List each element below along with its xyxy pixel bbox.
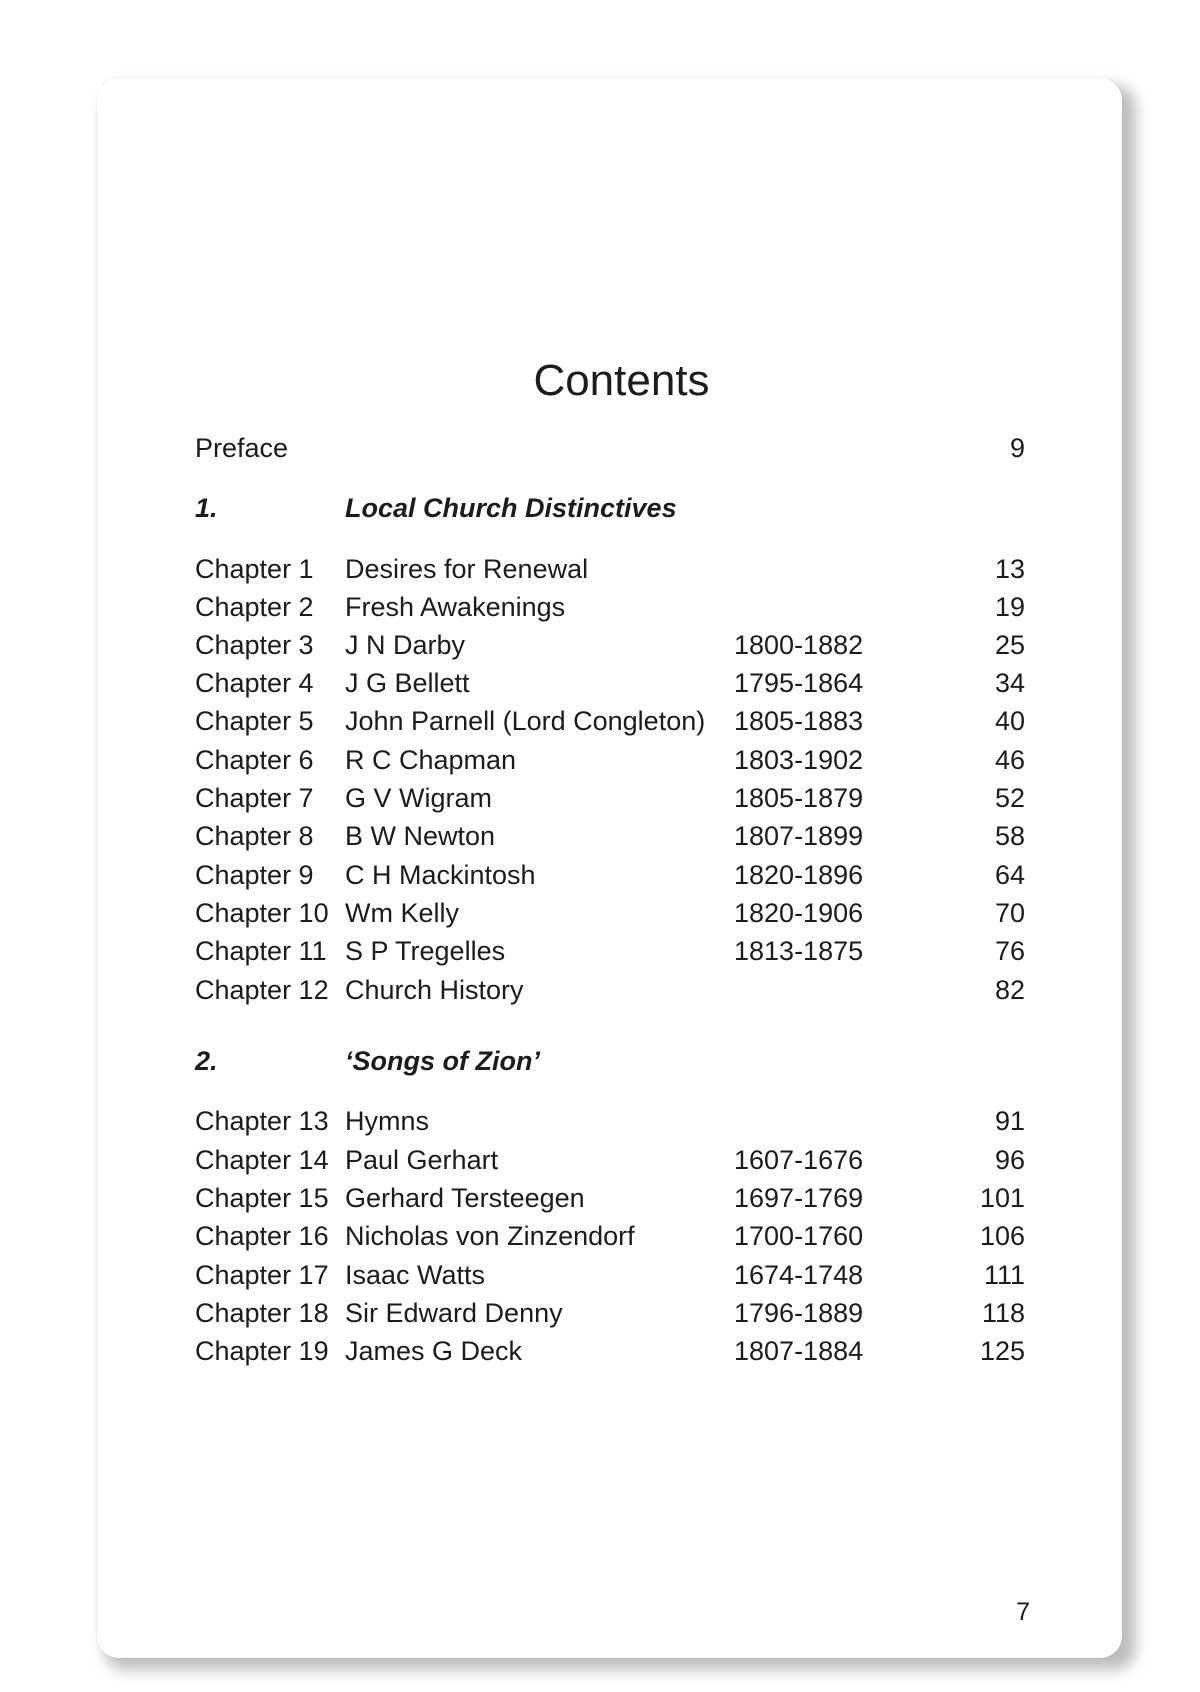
chapter-dates: 1795-1864: [734, 668, 864, 698]
chapter-page: 96: [994, 1145, 1025, 1175]
chapter-title: Isaac Watts: [345, 1260, 486, 1290]
chapter-title: Gerhard Tersteegen: [345, 1183, 585, 1213]
chapter-label: Chapter 2: [195, 592, 314, 622]
chapter-page: 111: [983, 1260, 1025, 1290]
chapter-dates: 1807-1899: [734, 821, 864, 851]
section-title: Local Church Distinctives: [345, 493, 677, 523]
chapter-dates: 1803-1902: [734, 745, 864, 775]
chapter-label: Chapter 18: [195, 1298, 329, 1328]
section-number: 2.: [195, 1046, 218, 1076]
chapter-page: 76: [994, 936, 1025, 966]
chapter-title: Church History: [345, 975, 524, 1005]
chapter-label: Chapter 14: [195, 1145, 329, 1175]
chapter-page: 13: [994, 554, 1025, 584]
chapter-page: 106: [979, 1221, 1025, 1251]
chapter-title: G V Wigram: [345, 783, 493, 813]
chapter-label: Chapter 1: [195, 554, 314, 584]
chapter-title: Fresh Awakenings: [345, 592, 566, 622]
toc-row: [97, 625, 1122, 665]
chapter-page: 101: [979, 1183, 1025, 1213]
chapter-page: 125: [979, 1336, 1025, 1366]
chapter-label: Chapter 9: [195, 860, 314, 890]
chapter-dates: 1697-1769: [734, 1183, 864, 1213]
toc-row: [97, 663, 1122, 703]
chapter-page: 118: [981, 1298, 1025, 1328]
chapter-label: Chapter 11: [195, 936, 327, 966]
chapter-title: Sir Edward Denny: [345, 1298, 563, 1328]
chapter-dates: 1820-1906: [734, 898, 864, 928]
chapter-label: Chapter 13: [195, 1106, 329, 1136]
chapter-label: Chapter 5: [195, 706, 314, 736]
chapter-page: 91: [994, 1106, 1025, 1136]
chapter-dates: 1813-1875: [734, 936, 864, 966]
chapter-dates: 1796-1889: [734, 1298, 864, 1328]
chapter-title: C H Mackintosh: [345, 860, 536, 890]
chapter-dates: 1805-1883: [734, 706, 864, 736]
chapter-label: Chapter 6: [195, 745, 314, 775]
chapter-title: S P Tregelles: [345, 936, 506, 966]
page-title: Contents: [533, 356, 710, 405]
chapter-title: John Parnell (Lord Congleton): [345, 706, 706, 736]
chapter-label: Chapter 12: [195, 975, 329, 1005]
chapter-title: Paul Gerhart: [345, 1145, 499, 1175]
toc-row: [97, 1101, 1122, 1141]
toc-row: [97, 1216, 1122, 1256]
chapter-dates: 1800-1882: [734, 630, 864, 660]
chapter-page: 34: [994, 668, 1025, 698]
chapter-title: R C Chapman: [345, 745, 517, 775]
chapter-label: Chapter 10: [195, 898, 329, 928]
chapter-dates: 1805-1879: [734, 783, 864, 813]
chapter-label: Chapter 16: [195, 1221, 329, 1251]
chapter-page: 52: [994, 783, 1025, 813]
preface-row: [97, 428, 1122, 468]
preface-label: Preface: [195, 433, 289, 463]
toc-row: [97, 1178, 1122, 1218]
section-title: ‘Songs of Zion’: [345, 1046, 540, 1076]
chapter-page: 19: [994, 592, 1025, 622]
chapter-title: Wm Kelly: [345, 898, 459, 928]
chapter-title: J G Bellett: [345, 668, 470, 698]
chapter-page: 70: [994, 898, 1025, 928]
chapter-page: 82: [994, 975, 1025, 1005]
toc-row: [97, 1140, 1122, 1180]
section-number: 1.: [195, 493, 218, 523]
toc-row: [97, 970, 1122, 1010]
toc-row: [97, 1293, 1122, 1333]
toc-row: [97, 931, 1122, 971]
toc-row: [97, 816, 1122, 856]
toc-row: [97, 778, 1122, 818]
chapter-title: James G Deck: [345, 1336, 523, 1366]
document-page: [97, 78, 1122, 1658]
chapter-page: 25: [994, 630, 1025, 660]
chapter-label: Chapter 17: [195, 1260, 329, 1290]
toc-row: [97, 701, 1122, 741]
chapter-label: Chapter 7: [195, 783, 314, 813]
toc-row: [97, 549, 1122, 589]
chapter-dates: 1807-1884: [734, 1336, 864, 1366]
preface-page: 9: [1009, 433, 1025, 463]
contents-page: [97, 78, 1122, 1658]
page-number: 7: [1016, 1598, 1030, 1626]
section-heading-1: [97, 488, 1122, 528]
toc-row: [97, 740, 1122, 780]
chapter-dates: 1607-1676: [734, 1145, 864, 1175]
toc-row: [97, 587, 1122, 627]
chapter-page: 58: [994, 821, 1025, 851]
chapter-dates: 1674-1748: [734, 1260, 864, 1290]
chapter-page: 40: [994, 706, 1025, 736]
chapter-dates: 1700-1760: [734, 1221, 864, 1251]
chapter-title: Hymns: [345, 1106, 430, 1136]
chapter-label: Chapter 4: [195, 668, 314, 698]
chapter-label: Chapter 19: [195, 1336, 329, 1366]
chapter-title: J N Darby: [345, 630, 466, 660]
chapter-page: 64: [994, 860, 1025, 890]
chapter-label: Chapter 8: [195, 821, 314, 851]
toc-row: [97, 1255, 1122, 1295]
chapter-dates: 1820-1896: [734, 860, 864, 890]
chapter-title: B W Newton: [345, 821, 496, 851]
toc-row: [97, 1331, 1122, 1371]
toc-row: [97, 893, 1122, 933]
chapter-page: 46: [994, 745, 1025, 775]
toc-row: [97, 855, 1122, 895]
chapter-label: Chapter 15: [195, 1183, 329, 1213]
chapter-title: Desires for Renewal: [345, 554, 589, 584]
chapter-label: Chapter 3: [195, 630, 314, 660]
chapter-title: Nicholas von Zinzendorf: [345, 1221, 635, 1251]
section-heading-2: [97, 1041, 1122, 1081]
